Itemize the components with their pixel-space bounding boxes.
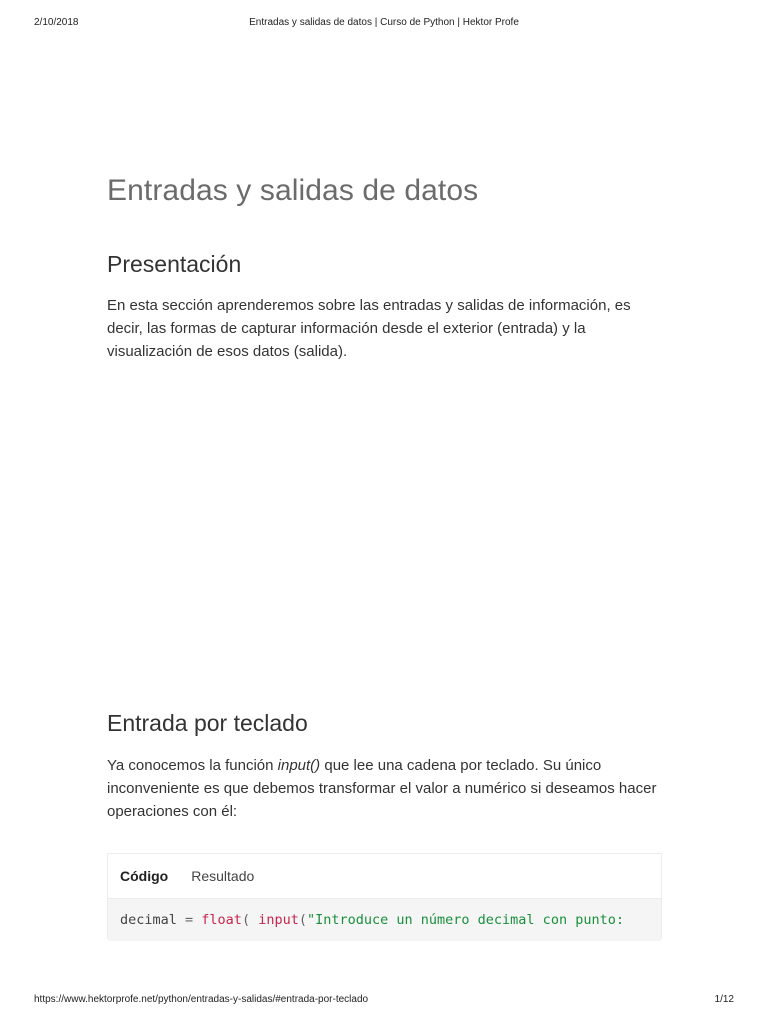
section-heading-presentacion: Presentación bbox=[107, 251, 242, 277]
print-header bbox=[34, 17, 734, 28]
code-body bbox=[108, 899, 661, 941]
page-title: Entradas y salidas de datos bbox=[107, 174, 479, 207]
print-url[interactable]: https://www.hektorprofe.net/python/entradas-y-salidas/#entrada-por-teclado bbox=[34, 994, 369, 1005]
paragraph-text-after: que lee una cadena por teclado. Su único inconveniente es que debemos transformar el valor a numérico si deseamos hacer operaciones con él: bbox=[107, 757, 657, 820]
code-builtin-float: float bbox=[201, 912, 242, 928]
section-heading-entrada-por-teclado: Entrada por teclado bbox=[107, 710, 308, 736]
print-date: 2/10/2018 bbox=[34, 17, 79, 28]
code-builtin-input: input bbox=[258, 912, 299, 928]
code-paren-1: ( bbox=[241, 912, 259, 928]
paragraph-text-before: Ya conocemos la función bbox=[107, 757, 278, 774]
code-tabs bbox=[108, 854, 661, 899]
code-variable: decimal bbox=[120, 912, 177, 928]
code-paren-2: ( bbox=[298, 912, 307, 928]
tab-resultado[interactable]: Resultado bbox=[191, 868, 255, 884]
print-document-title: Entradas y salidas de datos | Curso de Python | Hektor Profe bbox=[249, 17, 519, 28]
section-paragraph-entrada-por-teclado bbox=[107, 754, 663, 823]
code-operator: = bbox=[176, 912, 202, 928]
inline-code-input: input() bbox=[277, 757, 321, 774]
print-footer bbox=[34, 994, 734, 1005]
code-example-card bbox=[107, 853, 662, 939]
print-page-number: 1/12 bbox=[714, 994, 734, 1005]
code-string: "Introduce un número decimal con punto: bbox=[306, 912, 624, 928]
section-paragraph-presentacion: En esta sección aprenderemos sobre las entradas y salidas de información, es decir, las formas de capturar información desde el exterior (entrada) y la visualización de esos datos (salida). bbox=[107, 297, 631, 360]
tab-codigo[interactable]: Código bbox=[120, 868, 169, 884]
